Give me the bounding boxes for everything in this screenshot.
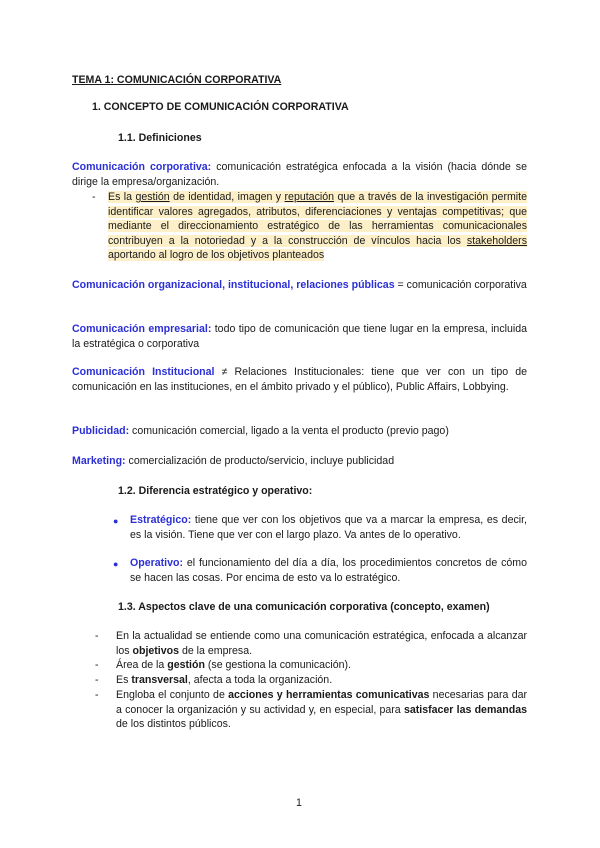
item-estrategico [130,513,527,542]
definition-text: comercialización de producto/servicio, incluye publicidad [125,455,395,467]
reputacion-link: reputación [284,191,335,203]
page-number: 1 [296,797,302,809]
list-item: Engloba el conjunto de acciones y herramientas comunicativas necesarias para dar a conocer la organización y su actividad y, en especial, para satisfacer las demandas de los distintos públicos. [116,689,528,731]
highlighted-definition [108,190,527,263]
gestion-link: gestión [135,191,170,203]
term: Comunicación organizacional, institucional, relaciones públicas [72,279,395,291]
subsection-heading-aspectos: 1.3. Aspectos clave de una comunicación corporativa (concepto, examen) [118,601,490,613]
dash-marker: - [95,689,99,701]
term: Publicidad: [72,425,130,437]
dash-marker: - [95,630,99,642]
dash-marker: - [95,674,99,686]
definition-text: = comunicación corporativa [394,279,527,291]
stakeholders-link: stakeholders [466,234,527,247]
term: Comunicación Institucional [72,366,215,378]
definition-comunicacion-empresarial [72,322,527,351]
item-text: tiene que ver con los objetivos que va a marcar la empresa, es decir, es la visión. Tiene que ver con el largo plazo. Va antes de lo operativo. [130,514,527,541]
subsection-heading-diferencia: 1.2. Diferencia estratégico y operativo: [118,485,313,497]
subsection-heading-definitions: 1.1. Definiciones [118,132,202,144]
dash-marker: - [92,191,96,203]
bullet-icon: ● [113,559,119,569]
item-operativo [130,556,527,585]
term: Comunicación empresarial: [72,323,212,335]
definition-marketing [72,454,527,469]
item-text: el funcionamiento del día a día, los procedimientos concretos de cómo se hacen las cosas. Por encima de esto va lo estratégico. [130,557,527,584]
definition-text: comunicación comercial, ligado a la venta el producto (previo pago) [129,425,449,437]
definition-text: comunicación estratégica enfocada a la visión (hacia dónde se dirige la empresa/organización. [72,161,527,188]
list-item: Es transversal, afecta a toda la organización. [116,674,333,686]
definition-comunicacion-corporativa [72,160,527,189]
definition-text: todo tipo de comunicación que tiene lugar en la empresa, incluida la estratégica o corporativa [72,323,527,350]
highlight-text: Es la gestión de identidad, imagen y reputación que a través de la investigación permite identificar valores agregados, atributos, diferenciaciones y ventajas competitivas; que mediante el direccionamiento estratégico de las herramientas comunicacionales contribuyen a la notoriedad y a la construcción de vínculos hacia los stakeholders aportando al logro de los objetivos planteados [108,191,527,262]
definition-text: ≠ Relaciones Institucionales: tiene que ver con un tipo de comunicación en las instituciones, en el ámbito privado y el público), Public Affairs, Lobbying. [72,366,527,393]
section-heading-1: 1. CONCEPTO DE COMUNICACIÓN CORPORATIVA [92,101,349,113]
term: Operativo: [130,557,183,569]
list-item: Área de la gestión (se gestiona la comunicación). [116,659,351,671]
document-title: TEMA 1: COMUNICACIÓN CORPORATIVA [72,74,282,86]
term: Comunicación corporativa: [72,161,212,173]
term: Estratégico: [130,514,192,526]
definition-comunicacion-organizacional [72,278,527,293]
definition-comunicacion-institucional [72,365,527,394]
term: Marketing: [72,455,126,467]
definition-publicidad [72,424,527,439]
bullet-icon: ● [113,516,119,526]
list-item: En la actualidad se entiende como una comunicación estratégica, enfocada a alcanzar los objetivos de la empresa. [116,630,527,657]
dash-marker: - [95,659,99,671]
